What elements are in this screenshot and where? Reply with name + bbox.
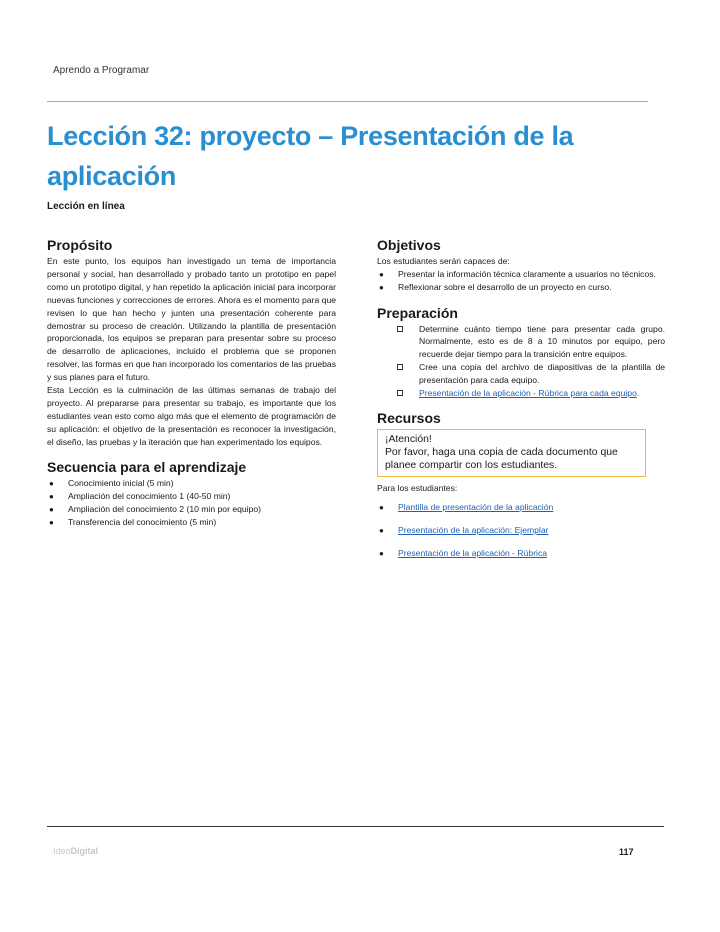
footer-divider (47, 826, 664, 827)
bullet-icon: ● (379, 548, 384, 558)
bullet-icon: ● (379, 525, 384, 535)
recursos-list (377, 501, 665, 560)
list-item: ● Ampliación del conocimiento 1 (40-50 min) (47, 490, 336, 503)
preparacion-list (377, 323, 665, 400)
page-number: 117 (619, 847, 634, 857)
secuencia-list (47, 477, 336, 530)
proposito-paragraph-2: Esta Lección es la culminación de las últimas semanas de trabajo del proyecto. Al prepararse para presentar su trabajo, es importante que los estudiantes vean esto como algo más que el elemento de programación de su aplicación: el objetivo de la presentación es reconocer la investigación, el diseño, las pruebas y la iteración que han experimentado los equipos. (47, 385, 336, 447)
list-item: ● Ampliación del conocimiento 2 (10 min por equipo) (47, 503, 336, 516)
list-item: ● Conocimiento inicial (5 min) (47, 477, 336, 490)
secuencia-heading: Secuencia para el aprendizaje (47, 458, 247, 475)
list-item: ● Transferencia del conocimiento (5 min) (47, 516, 336, 529)
list-item: Cree una copia del archivo de diapositivas de la plantilla de presentación para cada equipo. (377, 361, 665, 387)
proposito-paragraph-1: En este punto, los equipos han investigado un tema de importancia personal y social, han desarrollado y probado tanto un prototipo en papel como un prototipo digital, y han repetido la aplicación inicial para incorporar nuevas funciones y correcciones de errores. Ahora es el momento para que revisen lo que han hecho y junten una presentación coherente para demostrar su proceso de creación. Utilizando la plantilla de presentación proporcionada, los equipos se preparan para presentar sobre su proceso de desarrollo de aplicaciones, incluido el problema que se proponen resolver, las formas en que han incorporado los comentarios de las pruebas y sus planes para el futuro. (47, 256, 337, 383)
list-item (377, 524, 665, 537)
objetivos-intro: Los estudiantes serán capaces de: (377, 256, 510, 266)
rubrica-link[interactable]: Presentación de la aplicación - Rúbrica (398, 547, 548, 558)
list-item: ● Reflexionar sobre el desarrollo de un proyecto en curso. (377, 281, 665, 294)
bullet-icon: ● (49, 505, 54, 515)
footer-logo: IdeoDigital (53, 846, 99, 856)
bullet-icon: ● (379, 283, 384, 293)
checkbox-icon (397, 390, 403, 396)
checkbox-icon (397, 326, 403, 332)
right-column (377, 236, 665, 570)
plantilla-link[interactable]: Plantilla de presentación de la aplicación (398, 501, 554, 512)
objetivos-heading: Objetivos (377, 237, 441, 253)
list-item: ● Presentar la información técnica claramente a usuarios no técnicos. (377, 268, 665, 281)
bullet-icon: ● (49, 518, 54, 528)
rubrica-equipo-link[interactable]: Presentación de la aplicación - Rúbrica para cada equipo (419, 388, 637, 399)
running-header: Aprendo a Programar (53, 65, 150, 76)
checkbox-icon (397, 364, 403, 370)
recursos-heading: Recursos (377, 409, 441, 426)
attention-notice (377, 429, 646, 477)
bullet-icon: ● (49, 491, 54, 501)
lesson-mode: Lección en línea (47, 201, 125, 212)
ejemplar-link[interactable]: Presentación de la aplicación: Ejemplar (398, 524, 549, 535)
proposito-heading: Propósito (47, 237, 113, 253)
list-item (377, 501, 665, 514)
list-item (377, 547, 665, 560)
lesson-title: Lección 32: proyecto – Presentación de la aplicación (47, 121, 574, 191)
notice-title: ¡Atención! (385, 433, 432, 445)
students-label: Para los estudiantes: (377, 482, 458, 493)
bullet-icon: ● (49, 478, 54, 488)
bullet-icon: ● (379, 269, 384, 279)
notice-body: Por favor, haga una copia de cada documento que planee compartir con los estudiantes. (385, 446, 618, 471)
list-item: Presentación de la aplicación - Rúbrica para cada equipo. (377, 387, 665, 400)
header-divider (47, 101, 648, 102)
preparacion-heading: Preparación (377, 304, 458, 321)
objetivos-list (377, 268, 665, 295)
bullet-icon: ● (379, 502, 384, 512)
left-column (47, 236, 336, 530)
list-item: Determine cuánto tiempo tiene para presentar cada grupo. Normalmente, esto es de 8 a 10 minutos por equipo, pero recuerde dejar tiempo para la transición entre equipos. (377, 323, 665, 362)
